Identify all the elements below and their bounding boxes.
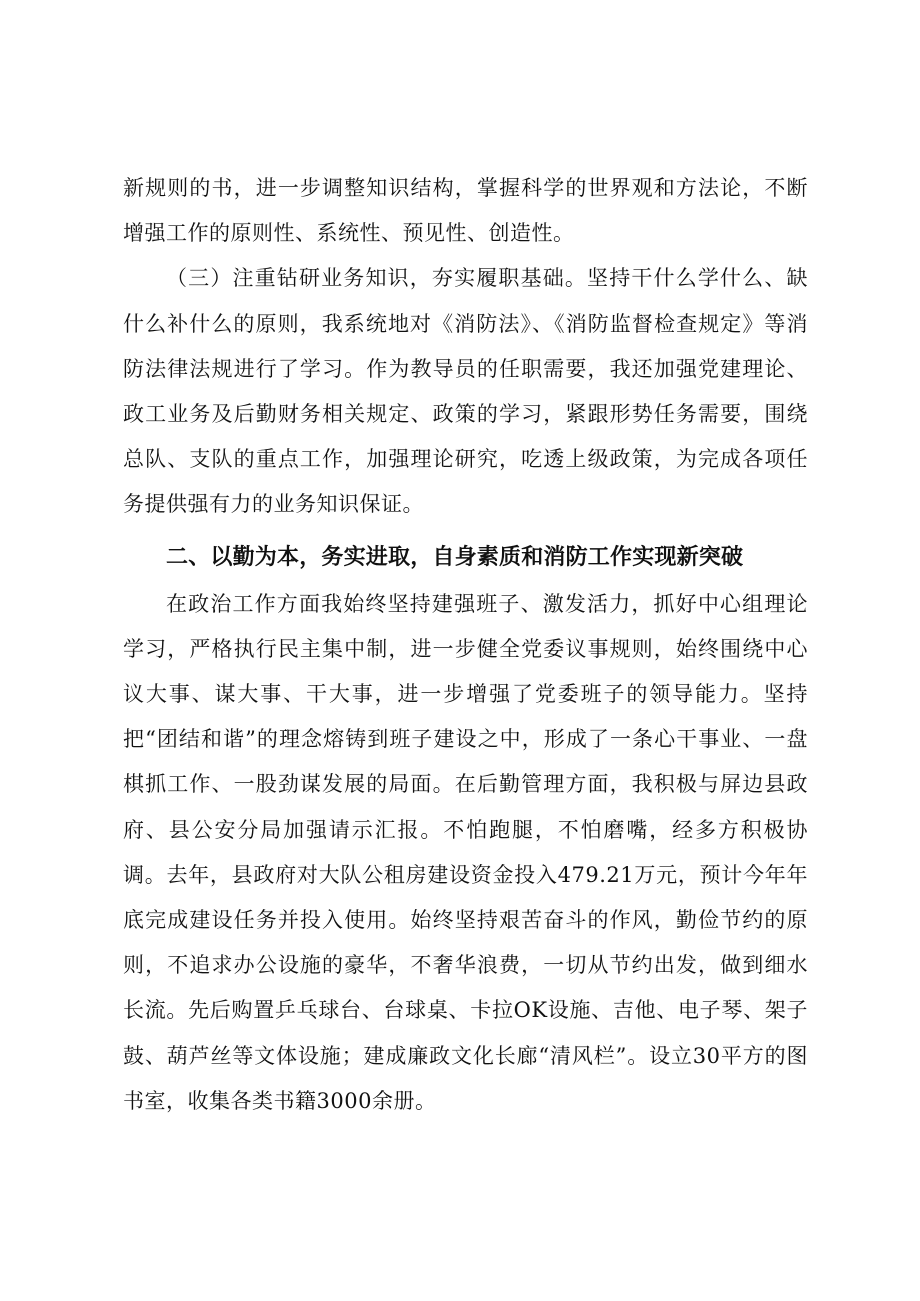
paragraph-political-work: 在政治工作方面我始终坚持建强班子、激发活力，抓好中心组理论学习，严格执行民主集中制，进一步健全党委议事规则，始终围绕中心议大事、谋大事、干大事，进一步增强了党委班子的领导能力。坚持把“团结和谐”的理念熔铸到班子建设之中，形成了一条心干事业、一盘棋抓工作、一股劲谋发展的局面。在后勤管理方面，我积极与屏边县政府、县公安分局加强请示汇报。不怕跑腿，不怕磨嘴，经多方积极协调。去年，县政府对大队公租房建设资金投入479.21万元，预计今年年底完成建设任务并投入使用。始终坚持艰苦奋斗的作风，勤俭节约的原则，不追求办公设施的豪华，不奢华浪费，一切从节约出发，做到细水长流。先后购置乒乓球台、台球桌、卡拉OK设施、吉他、电子琴、架子鼓、葫芦丝等文体设施；建成廉政文化长廊“清风栏”。设立30平方的图书室，收集各类书籍3000余册。: [123, 591, 808, 1113]
section-heading: 二、以勤为本，务实进取，自身素质和消防工作实现新突破: [166, 544, 744, 570]
paragraph-continuation: 新规则的书，进一步调整知识结构，掌握科学的世界观和方法论，不断增强工作的原则性、系统性、预见性、创造性。: [123, 176, 808, 246]
paragraph-business-knowledge: （三）注重钻研业务知识，夯实履职基础。坚持干什么学什么、缺什么补什么的原则，我系统地对《消防法》、《消防监督检查规定》等消防法律法规进行了学习。作为教导员的任职需要，我还加强党建理论、政工业务及后勤财务相关规定、政策的学习，紧跟形势任务需要，围绕总队、支队的重点工作，加强理论研究，吃透上级政策，为完成各项任务提供强有力的业务知识保证。: [123, 266, 808, 517]
document-body: [123, 166, 808, 1124]
